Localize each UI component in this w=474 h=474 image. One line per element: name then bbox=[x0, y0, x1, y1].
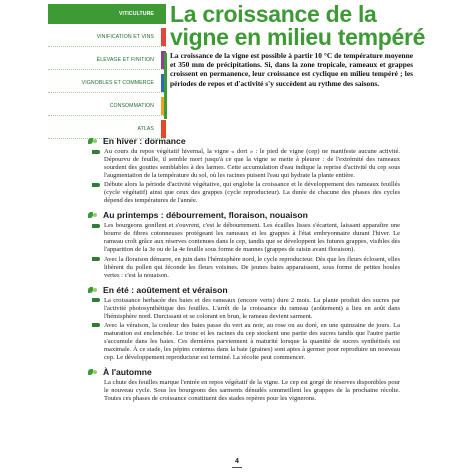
nav-tab-label: ÉLEVAGE ET FINITION bbox=[96, 57, 154, 63]
paragraph-text: Les bourgeons gonflent et s'ouvrent, c'est le débourrement. Les écailles lisses s'écartent, laissant apparaître une bourre de fibres cotonneuses protégeant les rameaux et les grappes à l'état embryonnaire durant l'hiver. Le rameau croît grâce aux réserves contenues dans le cep, tandis que se développent les futures grappes, visibles dès l'apparition de la 3e ou de la 4e feuille sous forme de mannes (grappes de raisin avant floraison). bbox=[104, 222, 400, 254]
paragraph-bullet-icon bbox=[92, 224, 100, 228]
section-2 bbox=[104, 283, 400, 362]
nav-tab-label: VIGNOBLES ET COMMERCE bbox=[81, 80, 154, 86]
section-heading bbox=[104, 365, 400, 379]
paragraph-text: La croissance herbacée des baies et des rameaux (encore verts) dure 2 mois. La plante produit des sucres par l'activité photosynthétique des feuilles. L'arrêt de la croissance du rameau (aoûtement) a lieu en août dans l'hémisphère nord. Durcissant et se colorant en brun, le rameau devient sarment. bbox=[104, 296, 400, 320]
leaf-bullet-icon bbox=[88, 138, 97, 144]
nav-tab-2[interactable] bbox=[48, 50, 166, 70]
paragraph-text: Débute alors la période d'activité végétative, qui englobe la croissance et le développement des rameaux feuillés (cycle végétatif) ainsi que ceux des grappes (cycle reproducteur). La durée de chacune des phases des cycles dépend des températures de l'année. bbox=[104, 181, 400, 205]
section-title: Au printemps : débourrement, floraison, nouaison bbox=[103, 210, 308, 221]
section-nav bbox=[48, 4, 166, 142]
leaf-bullet-icon bbox=[88, 369, 97, 375]
intro-paragraph bbox=[170, 51, 413, 123]
intro-accent-bar bbox=[164, 53, 167, 119]
paragraph-bullet-icon bbox=[92, 183, 100, 187]
page-title-line-2: vigne en milieu tempéré bbox=[170, 24, 426, 50]
section-title: À l'automne bbox=[103, 367, 152, 378]
page-number: 4 bbox=[235, 458, 239, 465]
paragraph-bullet-icon bbox=[92, 323, 100, 327]
section-heading bbox=[104, 134, 400, 148]
intro-text: La croissance de la vigne est possible à partir 10 °C de température moyenne et 350 mm de précipitations. Si, dans la zone tropicale, rameaux et grappes croissent en permanence, leur croissance est cyclique en milieu tempéré ; les périodes de repos et d'activité s'y succèdent au rythme des saisons. bbox=[170, 51, 413, 88]
section-paragraph bbox=[104, 148, 400, 180]
section-paragraph bbox=[104, 181, 400, 205]
nav-tab-label: ATLAS bbox=[137, 126, 154, 132]
paragraph-bullet-icon bbox=[92, 150, 100, 154]
paragraph-text: Avec la floraison démarre, en juin dans l'hémisphère nord, le cycle reproducteur. Dès que les fleurs éclosent, elles libèrent du pollen qui féconde les fleurs voisines. De jeunes baies apparaissent, sous forme de petites boules vertes : c'est la nouaison. bbox=[104, 255, 400, 279]
section-paragraph bbox=[104, 297, 400, 321]
section-paragraph bbox=[104, 379, 400, 403]
leaf-bullet-icon bbox=[88, 287, 97, 293]
nav-tab-0[interactable] bbox=[48, 4, 166, 24]
paragraph-text: La chute des feuilles marque l'entrée en repos végétatif de la vigne. Le cep est gorgé de réserves disponibles pour le nouveau cycle. Sous les bourgeons des sarments dénudés sommeillent les grappes de la prochaine récolte. Toutes ces phases de croissance constituent des stades repères pour les vignerons. bbox=[104, 379, 400, 403]
section-title: En hiver : dormance bbox=[103, 136, 186, 146]
nav-tab-color-stripe bbox=[161, 28, 166, 46]
page-title bbox=[170, 3, 470, 49]
section-heading bbox=[104, 283, 400, 297]
nav-tab-label: VINIFICATION ET VINS bbox=[96, 34, 154, 40]
page-number-rule bbox=[232, 467, 242, 468]
article-body bbox=[104, 134, 400, 406]
leaf-bullet-icon bbox=[88, 212, 97, 218]
paragraph-text: Au cours du repos végétatif hivernal, la vigne « dort » : le pied de vigne (cep) ne manifeste aucune activité. Dépourvu de feuille, il semble mort jusqu'à ce que la vigne se mette à pleurer : de l'extrémité des rameaux sourdent des gouttes semblables à des larmes. Cette accumulation d'eau indique la reprise d'activité du cep sous l'augmentation de la température du sol, où les racines puisent l'eau qui hydrate la plante entière. bbox=[104, 148, 400, 180]
paragraph-bullet-icon bbox=[92, 257, 100, 261]
section-paragraph bbox=[104, 222, 400, 254]
section-title: En été : aoûtement et véraison bbox=[103, 284, 228, 295]
section-1 bbox=[104, 208, 400, 279]
paragraph-text: Avec la véraison, la couleur des baies passe du vert au noir, au rose ou au doré, en une quinzaine de jours. La maturation est enclenchée. Le tronc et les racines du cep stockent une partie des sucres tandis que l'autre partie s'accumule dans les baies. Ces dernières parviennent à maturité lorsque la quantité de sucres synthétisés est maximale. À ce stade, les pépins contenus dans la baie (graines) sont aptes à germer pour reproduire un nouveau cep. Le développement reproducteur est terminé. La récolte peut commencer. bbox=[104, 321, 400, 361]
nav-tab-1[interactable] bbox=[48, 27, 166, 47]
section-heading bbox=[104, 208, 400, 222]
page-title-line-1: La croissance de la bbox=[170, 1, 377, 27]
paragraph-bullet-icon bbox=[92, 298, 100, 302]
section-3 bbox=[104, 365, 400, 403]
nav-tab-4[interactable] bbox=[48, 96, 166, 116]
section-0 bbox=[104, 134, 400, 205]
nav-tab-3[interactable] bbox=[48, 73, 166, 93]
section-paragraph bbox=[104, 256, 400, 280]
section-paragraph bbox=[104, 322, 400, 362]
nav-tab-label: CONSOMMATION bbox=[109, 103, 154, 109]
nav-tab-label: VITICULTURE bbox=[118, 11, 154, 17]
